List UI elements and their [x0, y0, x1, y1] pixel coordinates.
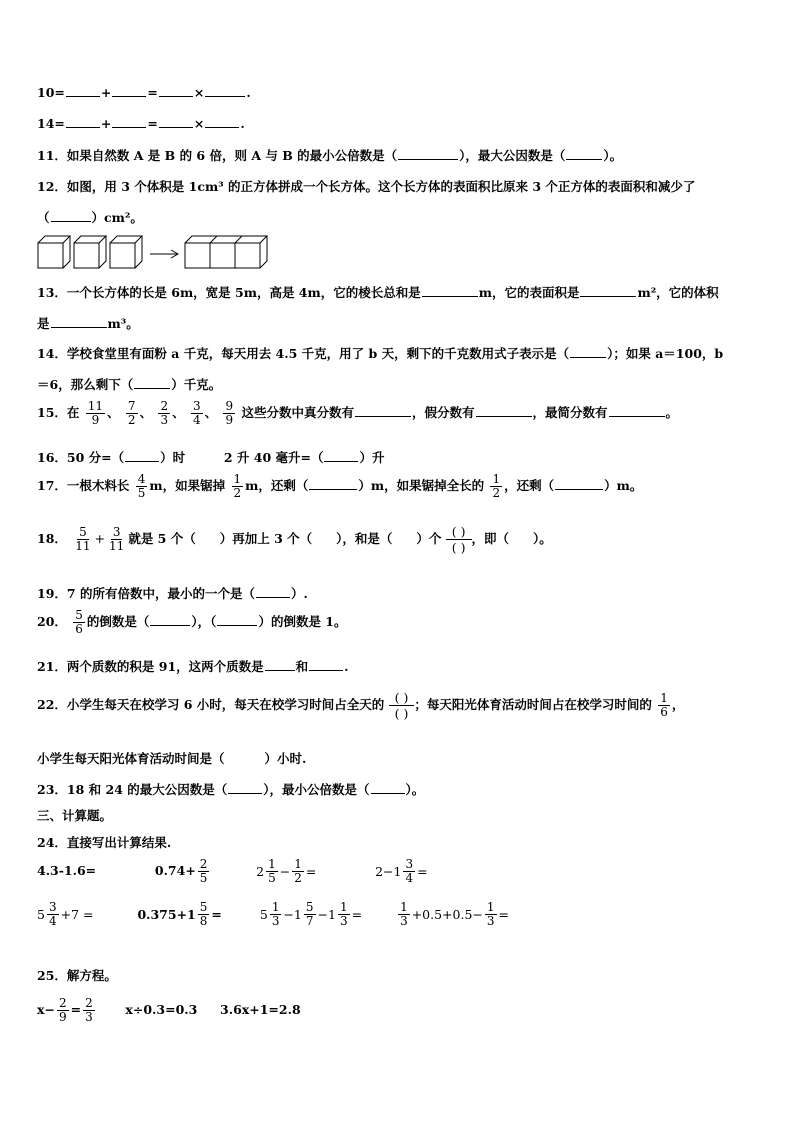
blank[interactable]: [112, 95, 146, 97]
fraction: $\frac{1}{6}$: [660, 690, 668, 719]
fraction: $\frac{2}{5}$: [199, 857, 208, 886]
blank[interactable]: [309, 669, 343, 671]
fraction: $\frac{2}{3}$: [160, 399, 169, 428]
calc-row-1: 4.3-1.6= 0.74+ $\frac{2}{5}$ 2 $\frac{1}{5}$ − $\frac{1}{2}$ = 2−1 $\frac{3}{4}$ =: [37, 857, 428, 886]
fraction: $\frac{1}{2}$: [492, 472, 501, 501]
fraction: $\frac{7}{2}$: [127, 399, 136, 428]
blank[interactable]: [422, 295, 478, 297]
mixed-number: 5 $\frac{1}{3}$ −1 $\frac{5}{7}$ −1 $\frac{1}{3}$ =: [259, 900, 363, 929]
blank[interactable]: [66, 95, 100, 97]
fraction: $\frac{9}{9}$: [225, 399, 234, 428]
blank[interactable]: [125, 460, 159, 462]
blank[interactable]: [205, 95, 245, 97]
blank[interactable]: [371, 792, 405, 794]
blank[interactable]: [217, 624, 257, 626]
question-13: 13．一个长方体的长是 6m，宽是 5m，高是 4m，它的棱长总和是 m，它的表面积是 m²，它的体积: [37, 285, 719, 300]
fraction: $\frac{3}{4}$: [192, 399, 201, 428]
fraction: $\frac{3}{11}$: [109, 524, 125, 553]
fraction: $\frac{5}{6}$: [75, 608, 83, 637]
question-21: 21．两个质数的积是 91，这两个质数是 和 .: [37, 659, 349, 674]
mixed-number: 2−1 $\frac{3}{4}$ =: [375, 857, 428, 886]
fraction: $\frac{4}{5}$: [137, 472, 146, 501]
blank[interactable]: [205, 126, 239, 128]
question-22: 22．小学生每天在校学习 6 小时，每天在校学习时间占全天的 $\frac{( )}{( )}$ ；每天阳光体育活动时间占在校学习时间的 $\frac{1}{6}$ ，: [37, 690, 685, 721]
fraction: $\frac{2}{3}$: [85, 996, 93, 1025]
blank[interactable]: [398, 158, 458, 160]
blank[interactable]: [51, 326, 107, 328]
blank[interactable]: [159, 95, 193, 97]
fraction: $\frac{5}{11}$: [75, 524, 91, 553]
fraction: $\frac{11}{9}$: [87, 399, 104, 428]
section-heading: 三、计算题。: [37, 808, 113, 823]
question-19: 19．7 的所有倍数中，最小的一个是（ ）.: [37, 586, 308, 601]
mixed-number: 0.375+1 $\frac{5}{8}$ =: [137, 900, 222, 929]
question-13-cont: 是 m³。: [37, 316, 139, 331]
question-12: 12．如图，用 3 个体积是 1cm³ 的正方体拼成一个长方体。这个长方体的表面积比原来 3 个正方体的表面积和减少了: [37, 179, 696, 194]
mixed-number: $\frac{1}{3}$ +0.5+0.5− $\frac{1}{3}$ =: [400, 900, 510, 929]
blank[interactable]: [150, 624, 190, 626]
blank[interactable]: [228, 792, 262, 794]
blank[interactable]: [570, 356, 606, 358]
blank[interactable]: [355, 415, 411, 417]
fraction: $\frac{1}{2}$: [233, 472, 242, 501]
equations-row: x− $\frac{2}{9}$ = $\frac{2}{3}$ x÷0.3=0.3 3.6x+1=2.8: [37, 996, 301, 1025]
question-24: 24．直接写出计算结果.: [37, 835, 172, 850]
question-15: 15．在 $\frac{11}{9}$ 、 $\frac{7}{2}$ 、 $\frac{2}{3}$ 、 $\frac{3}{4}$ 、 $\frac{9}{9}$ 这些分数中真分数有 ，假分数有 ，最简分数有 。: [37, 399, 679, 428]
mixed-number: 2 $\frac{1}{5}$ − $\frac{1}{2}$ =: [256, 857, 317, 886]
blank[interactable]: [580, 295, 636, 297]
cubes-illustration: [37, 234, 277, 270]
blank[interactable]: [112, 126, 146, 128]
question-22-cont: 小学生每天阳光体育活动时间是（ ）小时.: [37, 751, 307, 766]
question-17: 17．一根木料长 $\frac{4}{5}$ m，如果锯掉 $\frac{1}{2}$ m，还剩（ ）m，如果锯掉全长的 $\frac{1}{2}$ ，还剩（ ）m。: [37, 472, 643, 501]
mixed-number: 5 $\frac{3}{4}$ +7 =: [37, 900, 94, 929]
question-14: 14．学校食堂里有面粉 a 千克，每天用去 4.5 千克，用了 b 天，剩下的千克数用式子表示是（ ）；如果 a＝100，b: [37, 346, 724, 361]
blank[interactable]: [134, 387, 170, 389]
blank[interactable]: [555, 488, 603, 490]
question-18: 18． $\frac{5}{11}$ + $\frac{3}{11}$ 就是 5 个（ ）再加上 3 个（ ），和是（ ）个 $\frac{( )}{( )}$ ，即（ ）。: [37, 524, 552, 555]
blank[interactable]: [256, 596, 290, 598]
q10-line: 10= + = × .: [37, 85, 251, 100]
question-16: 16．50 分=（ ）时 2 升 40 毫升=（ ）升: [37, 450, 385, 465]
blank[interactable]: [324, 460, 358, 462]
blank[interactable]: [66, 126, 100, 128]
blank[interactable]: [309, 488, 357, 490]
blank[interactable]: [609, 415, 665, 417]
question-23: 23．18 和 24 的最大公因数是（ ），最小公倍数是（ ）。: [37, 782, 425, 797]
q14-line: 14= + = × .: [37, 116, 245, 131]
fraction: $\frac{2}{9}$: [58, 996, 67, 1025]
fraction-blank[interactable]: $\frac{( )}{( )}$: [446, 524, 472, 555]
question-11: 11．如果自然数 A 是 B 的 6 倍，则 A 与 B 的最小公倍数是（ ），最大公因数是（ ）。: [37, 148, 623, 163]
question-25: 25．解方程。: [37, 968, 117, 983]
blank[interactable]: [476, 415, 532, 417]
blank[interactable]: [265, 669, 295, 671]
question-12-cont: （ ）cm²。: [37, 210, 143, 225]
calc-row-2: [37, 901, 509, 928]
question-14-cont: ＝6，那么剩下（ ）千克。: [37, 377, 222, 392]
blank[interactable]: [566, 158, 602, 160]
blank[interactable]: [159, 126, 193, 128]
question-20: 20． $\frac{5}{6}$ 的倒数是（ ），（ ）的倒数是 1。: [37, 608, 347, 637]
fraction-blank[interactable]: $\frac{( )}{( )}$: [389, 690, 415, 721]
blank[interactable]: [51, 220, 91, 222]
